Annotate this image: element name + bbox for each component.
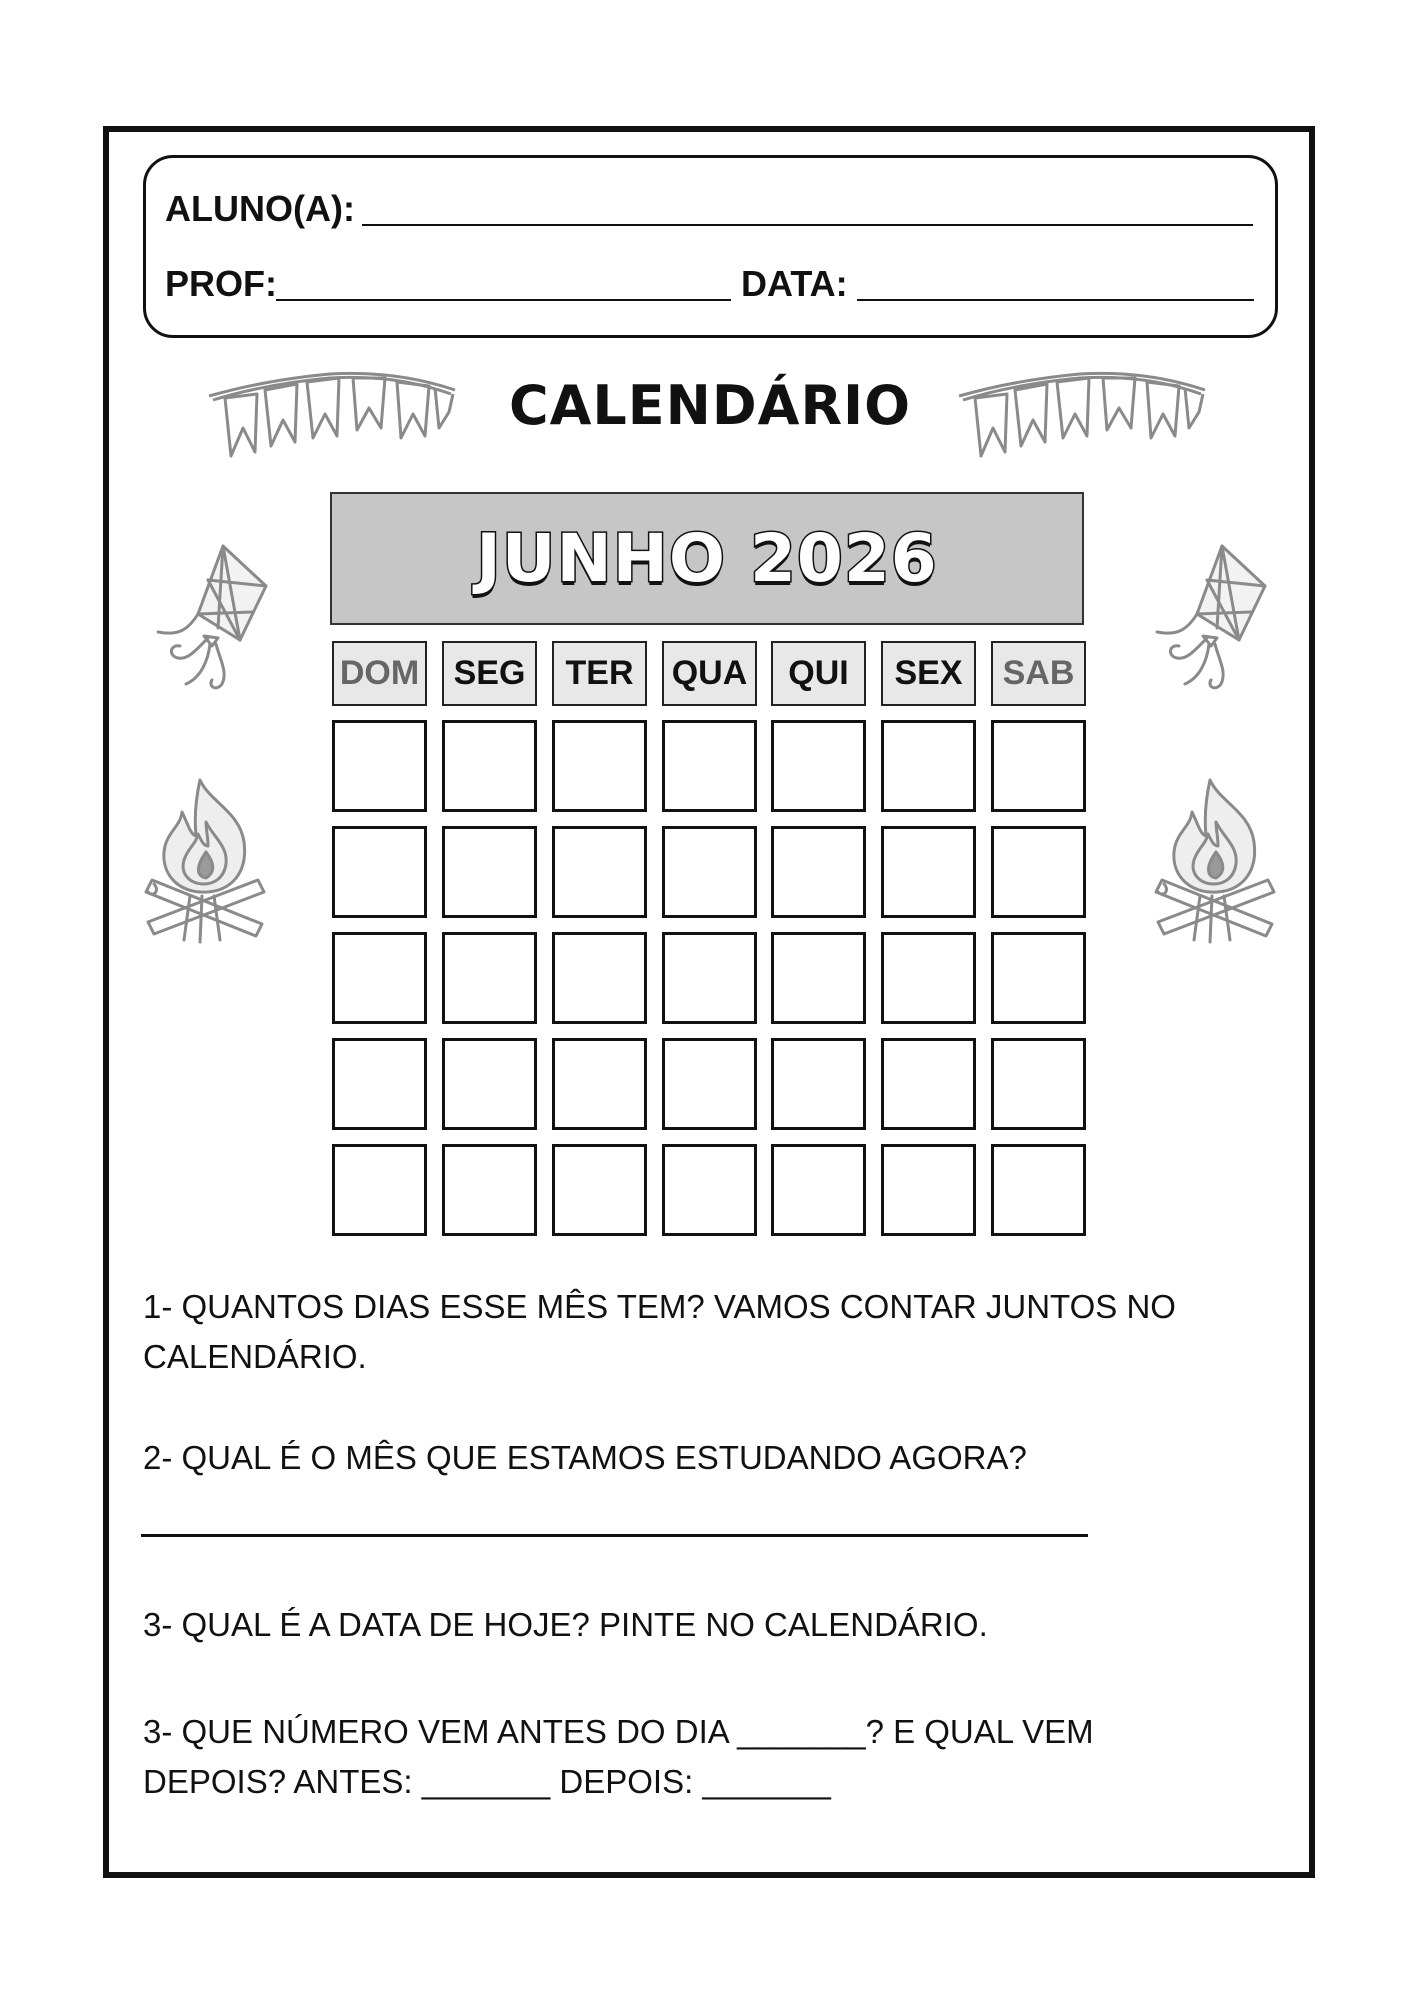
calendar-day-cell[interactable] (332, 720, 427, 812)
calendar-day-cell[interactable] (771, 720, 866, 812)
kite-balloon-icon (148, 540, 288, 700)
weekday-tue: TER (552, 641, 647, 706)
weekday-sun: DOM (332, 641, 427, 706)
calendar-day-cell[interactable] (881, 1038, 976, 1130)
calendar-day-cell[interactable] (332, 826, 427, 918)
calendar-day-cell[interactable] (442, 1144, 537, 1236)
calendar-day-cell[interactable] (662, 1144, 757, 1236)
date-field[interactable] (857, 299, 1254, 301)
question-2: 2- QUAL É O MÊS QUE ESTAMOS ESTUDANDO AGORA? (143, 1439, 1027, 1476)
calendar-day-cell[interactable] (662, 1038, 757, 1130)
calendar-day-cell[interactable] (991, 826, 1086, 918)
page-title: CALENDÁRIO (508, 374, 912, 437)
student-name-field[interactable] (362, 224, 1253, 226)
kite-balloon-icon (1147, 540, 1287, 700)
calendar-day-cell[interactable] (552, 720, 647, 812)
calendar-month-title: JUNHO 2026 (476, 520, 938, 597)
calendar-day-cell[interactable] (552, 932, 647, 1024)
question-4-line-1: 3- QUE NÚMERO VEM ANTES DO DIA _______? E QUAL VEM (143, 1713, 1094, 1750)
calendar-day-cell[interactable] (662, 826, 757, 918)
calendar-day-cell[interactable] (771, 932, 866, 1024)
calendar-day-cell[interactable] (332, 1144, 427, 1236)
calendar-day-cell[interactable] (771, 826, 866, 918)
weekday-wed: QUA (662, 641, 757, 706)
weekday-mon: SEG (442, 641, 537, 706)
question-2-answer-line[interactable] (141, 1534, 1088, 1537)
bonfire-icon (140, 772, 275, 947)
calendar-day-cell[interactable] (771, 1144, 866, 1236)
calendar-day-cell[interactable] (552, 1038, 647, 1130)
calendar-day-cell[interactable] (881, 932, 976, 1024)
calendar-day-cell[interactable] (332, 1038, 427, 1130)
calendar-day-cell[interactable] (881, 1144, 976, 1236)
bunting-flags-icon (955, 368, 1210, 463)
question-3: 3- QUAL É A DATA DE HOJE? PINTE NO CALENDÁRIO. (143, 1606, 988, 1643)
bonfire-icon (1150, 772, 1285, 947)
weekday-fri: SEX (881, 641, 976, 706)
calendar-day-cell[interactable] (552, 1144, 647, 1236)
calendar-day-cell[interactable] (332, 932, 427, 1024)
calendar-day-cell[interactable] (771, 1038, 866, 1130)
calendar-day-cell[interactable] (881, 826, 976, 918)
teacher-label: PROF: (165, 263, 277, 304)
calendar-day-cell[interactable] (991, 1038, 1086, 1130)
bunting-flags-icon (205, 368, 460, 463)
calendar-day-cell[interactable] (991, 1144, 1086, 1236)
calendar-day-cell[interactable] (991, 932, 1086, 1024)
calendar-day-cell[interactable] (442, 826, 537, 918)
calendar-day-cell[interactable] (442, 932, 537, 1024)
calendar-day-cell[interactable] (442, 1038, 537, 1130)
calendar-day-cell[interactable] (552, 826, 647, 918)
question-4-line-2: DEPOIS? ANTES: _______ DEPOIS: _______ (143, 1763, 831, 1800)
weekday-sat: SAB (991, 641, 1086, 706)
calendar-day-cell[interactable] (662, 720, 757, 812)
date-label: DATA: (741, 263, 848, 304)
student-name-label: ALUNO(A): (165, 188, 355, 229)
calendar-day-cell[interactable] (991, 720, 1086, 812)
question-1: 1- QUANTOS DIAS ESSE MÊS TEM? VAMOS CONTAR JUNTOS NO CALENDÁRIO. (143, 1288, 1176, 1375)
calendar-day-cell[interactable] (881, 720, 976, 812)
calendar-day-cell[interactable] (662, 932, 757, 1024)
weekday-thu: QUI (771, 641, 866, 706)
student-info-box (143, 155, 1278, 338)
calendar-month-banner (330, 492, 1084, 625)
teacher-field[interactable] (276, 299, 731, 301)
calendar-day-cell[interactable] (442, 720, 537, 812)
